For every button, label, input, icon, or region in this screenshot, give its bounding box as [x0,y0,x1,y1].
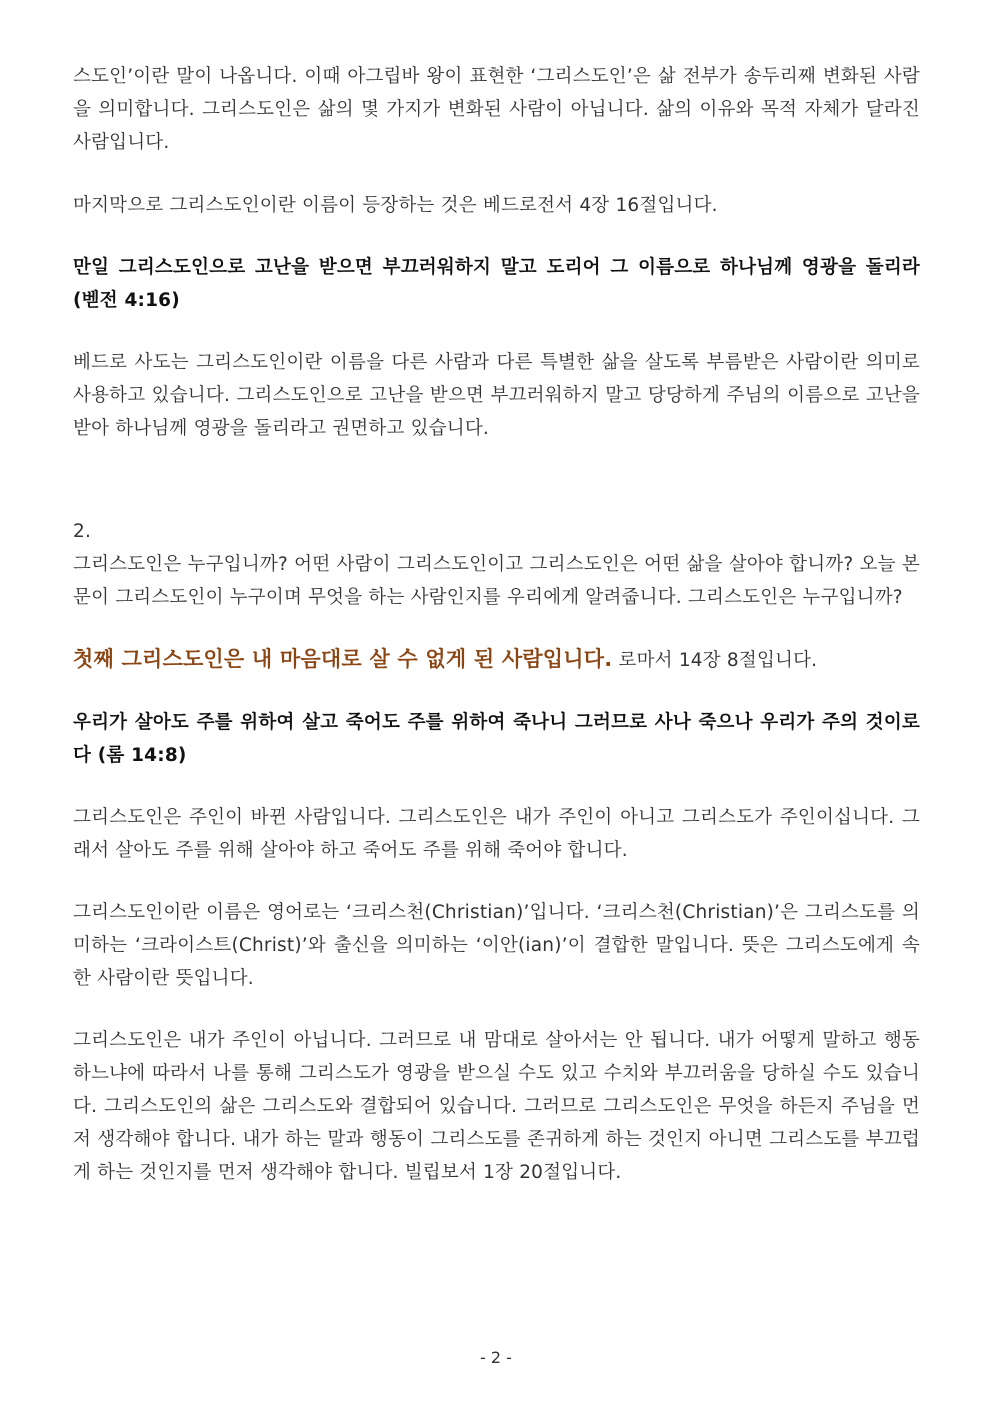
document-body [73,60,920,1189]
scripture-quote-1peter: 만일 그리스도인으로 고난을 받으면 부끄러워하지 말고 도리어 그 이름으로 하나님께 영광을 돌리라 (벧전 4:16) [73,257,920,311]
paragraph-master-changed: 그리스도인은 주인이 바뀐 사람입니다. 그리스도인은 내가 주인이 아니고 그리스도가 주인이십니다. 그래서 살아도 주를 위해 살아야 하고 죽어도 주를 위해 죽어야 합니다. [73,807,920,861]
paragraph-peter-intro: 마지막으로 그리스도인이란 이름이 등장하는 것은 베드로전서 4장 16절입니다. [73,195,718,216]
page-number: - 2 - [480,1348,512,1367]
paragraph-not-my-master: 그리스도인은 내가 주인이 아닙니다. 그러므로 내 맘대로 살아서는 안 됩니다. 내가 어떻게 말하고 행동하느냐에 따라서 나를 통해 그리스도가 영광을 받으실 수도 있고 수치와 부끄러움을 당하실 수도 있습니다. 그리스도인의 삶은 그리스도와 결합되어 있습니다. 그러므로 그리스도인은 무엇을 하든지 주님을 먼저 생각해야 합니다. 내가 하는 말과 행동이 그리스도를 존귀하게 하는 것인지 아니면 그리스도를 부끄럽게 하는 것인지를 먼저 생각해야 합니다. 빌립보서 1장 20절입니다. [73,1030,920,1183]
paragraph-agrippa: 스도인’이란 말이 나옵니다. 이때 아그립바 왕이 표현한 ‘그리스도인’은 삶 전부가 송두리째 변화된 사람을 의미합니다. 그리스도인은 삶의 몇 가지가 변화된 사람이 아닙니다. 삶의 이유와 목적 자체가 달라진 사람입니다. [73,66,920,153]
paragraph-peter-explanation: 베드로 사도는 그리스도인이란 이름을 다른 사람과 다른 특별한 삶을 살도록 부름받은 사람이란 의미로 사용하고 있습니다. 그리스도인으로 고난을 받으면 부끄러워하지 말고 당당하게 주님의 이름으로 고난을 받아 하나님께 영광을 돌리라고 권면하고 있습니다. [73,352,920,439]
paragraph-christian-meaning: 그리스도인이란 이름은 영어로는 ‘크리스천(Christian)’입니다. ‘크리스천(Christian)’은 그리스도를 의미하는 ‘크라이스트(Christ)’와 출신을 의미하는 ‘이안(ian)’이 결합한 말입니다. 뜻은 그리스도에게 속한 사람이란 뜻입니다. [73,902,920,989]
scripture-quote-romans: 우리가 살아도 주를 위하여 살고 죽어도 주를 위하여 죽나니 그러므로 사나 죽으나 우리가 주의 것이로다 (롬 14:8) [73,712,920,766]
first-point-reference: 로마서 14장 8절입니다. [612,650,818,671]
section-number: 2. [73,521,92,542]
first-point-heading: 첫째 그리스도인은 내 마음대로 살 수 없게 된 사람입니다. [73,647,613,671]
paragraph-who-is-christian: 그리스도인은 누구입니까? 어떤 사람이 그리스도인이고 그리스도인은 어떤 삶을 살아야 합니까? 오늘 본문이 그리스도인이 누구이며 무엇을 하는 사람인지를 우리에게 알려줍니다. 그리스도인은 누구입니까? [73,554,920,608]
paragraph-first-point [73,643,920,677]
